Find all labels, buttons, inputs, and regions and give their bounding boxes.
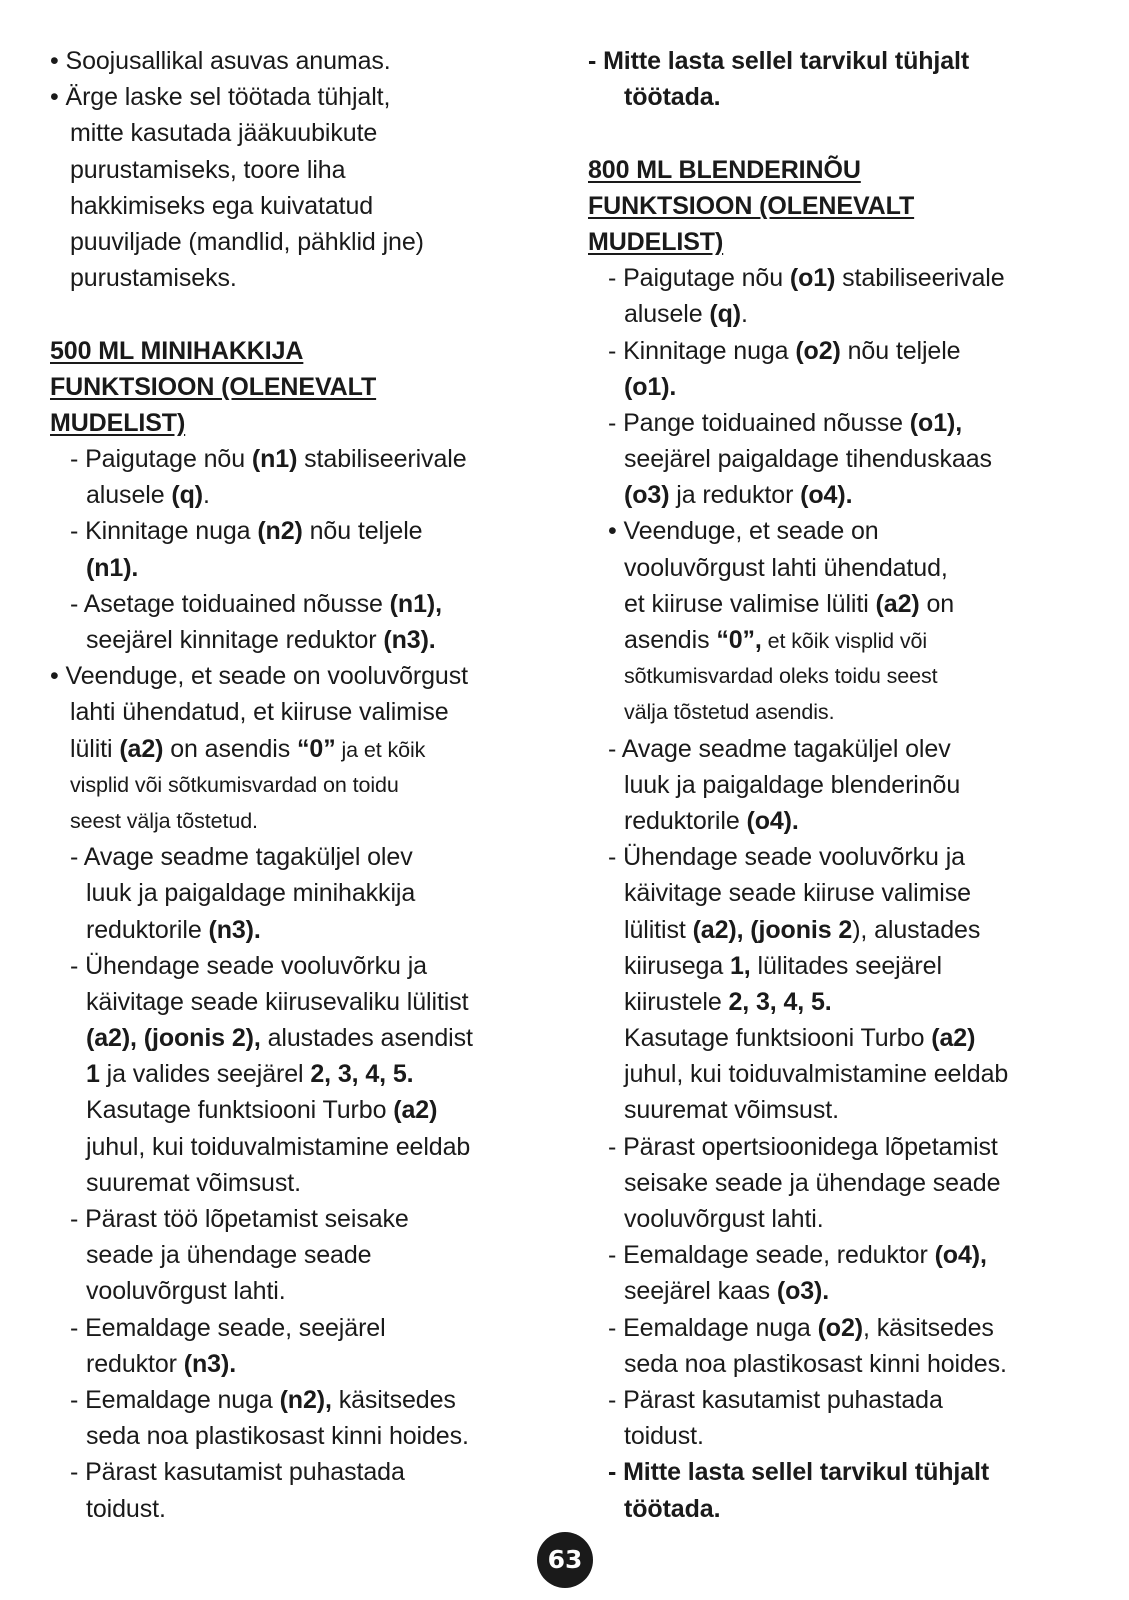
text-segment: purustamiseks, toore liha xyxy=(70,155,346,184)
section-heading xyxy=(50,333,550,369)
text-segment: - Eemaldage seade, seejärel xyxy=(70,1313,386,1342)
text-segment: Kasutage funktsiooni Turbo xyxy=(86,1096,394,1125)
text-line xyxy=(588,260,1108,296)
bold-reference: (o1) xyxy=(789,264,836,293)
text-segment: käivitage seade kiirusevaliku lülitist xyxy=(86,987,469,1016)
text-line xyxy=(588,1382,1108,1418)
text-line xyxy=(588,369,1108,405)
text-line xyxy=(50,441,550,477)
section-heading xyxy=(588,152,1108,188)
bold-reference: (n1). xyxy=(86,553,139,582)
text-segment: - Avage seadme tagaküljel olev xyxy=(70,843,413,872)
text-segment: • Veenduge, et seade on vooluvõrgust xyxy=(50,662,468,691)
text-line xyxy=(588,43,1108,79)
text-segment: - Paigutage nõu xyxy=(70,445,252,474)
text-line xyxy=(50,1165,550,1201)
text-line xyxy=(50,513,550,549)
text-line xyxy=(588,984,1108,1020)
text-segment: - Pärast kasutamist puhastada xyxy=(608,1385,943,1414)
text-line xyxy=(50,1273,550,1309)
text-segment: et kõik visplid või xyxy=(761,629,928,653)
text-segment: - Ühendage seade vooluvõrku ja xyxy=(608,843,965,872)
text-segment: ja et kõik xyxy=(335,737,426,762)
text-line xyxy=(50,477,550,513)
text-segment: sõtkumisvardad oleks toidu seest xyxy=(624,664,938,689)
text-segment: seest välja tõstetud. xyxy=(70,808,258,833)
text-segment: luuk ja paigaldage blenderinõu xyxy=(624,770,961,799)
text-line xyxy=(588,1346,1108,1382)
text-line xyxy=(50,948,550,984)
text-line xyxy=(588,1273,1108,1309)
text-segment: - Pärast kasutamist puhastada xyxy=(70,1458,405,1487)
text-segment: toidust. xyxy=(86,1494,166,1523)
text-line xyxy=(588,333,1108,369)
text-segment: luuk ja paigaldage minihakkija xyxy=(86,879,416,908)
text-segment: seda noa plastikosast kinni hoides. xyxy=(624,1349,1007,1378)
text-line xyxy=(50,550,550,586)
text-segment: suuremat võimsust. xyxy=(624,1096,839,1125)
text-segment: alusele xyxy=(86,481,172,510)
text-line xyxy=(588,1310,1108,1346)
text-segment: et kiiruse valimise lüliti xyxy=(624,589,876,618)
text-segment: MUDELIST) xyxy=(50,408,186,437)
text-segment: kiirustele xyxy=(624,987,729,1016)
bold-reference: (o1). xyxy=(624,372,677,401)
text-segment: hakkimiseks ega kuivatatud xyxy=(70,191,374,220)
bold-reference: (o3). xyxy=(776,1277,830,1306)
bold-reference: (o4). xyxy=(800,481,853,510)
left-column xyxy=(50,43,550,1527)
text-line xyxy=(588,79,1108,115)
text-line xyxy=(588,658,1108,694)
text-segment: - Kinnitage nuga xyxy=(70,517,258,546)
section-heading xyxy=(50,369,550,405)
text-segment: reduktorile xyxy=(86,915,209,944)
text-line xyxy=(588,948,1108,984)
bold-reference: (o4), xyxy=(934,1241,987,1270)
text-segment: lahti ühendatud, et kiiruse valimise xyxy=(70,698,449,727)
right-column xyxy=(588,43,1108,1527)
text-line xyxy=(50,984,550,1020)
spacer xyxy=(588,115,1108,151)
bold-reference: (o3) xyxy=(624,481,670,510)
bold-reference: 1 xyxy=(86,1060,100,1089)
text-segment: lülitist xyxy=(624,915,693,944)
bold-reference: 2, 3, 4, 5. xyxy=(310,1060,414,1089)
section-heading xyxy=(50,405,550,441)
text-line xyxy=(588,1201,1108,1237)
text-line xyxy=(588,803,1108,839)
text-line xyxy=(588,1092,1108,1128)
text-segment: vooluvõrgust lahti. xyxy=(624,1205,824,1233)
text-line xyxy=(50,1454,550,1490)
text-line xyxy=(588,1491,1108,1527)
text-segment: MUDELIST) xyxy=(588,227,724,256)
text-line xyxy=(588,405,1108,441)
text-line xyxy=(50,767,550,803)
text-segment: kiirusega xyxy=(624,951,730,980)
text-line xyxy=(588,1020,1108,1056)
text-segment: - Eemaldage nuga xyxy=(608,1313,818,1342)
text-line xyxy=(50,1056,550,1092)
text-segment: välja tõstetud asendis. xyxy=(624,700,835,725)
text-line xyxy=(588,839,1108,875)
text-segment: ), alustades xyxy=(852,915,981,944)
section-heading xyxy=(588,188,1108,224)
text-line xyxy=(50,803,550,839)
text-segment: FUNKTSIOON (OLENEVALT xyxy=(50,372,377,401)
text-line xyxy=(588,622,1108,658)
text-segment: stabiliseerivale xyxy=(297,445,467,474)
text-segment: , käsitsedes xyxy=(863,1313,994,1342)
bold-reference: (n2), xyxy=(279,1385,332,1414)
bold-reference: 2, 3, 4, 5. xyxy=(728,987,832,1016)
bold-reference: (a2) xyxy=(393,1096,438,1125)
text-line xyxy=(588,731,1108,767)
text-segment: • Soojusallikal asuvas anumas. xyxy=(50,47,391,75)
text-segment: - Pärast opertsioonidega lõpetamist xyxy=(608,1132,998,1161)
text-segment: seejärel kinnitage reduktor xyxy=(86,626,384,654)
text-segment: seejärel kaas xyxy=(624,1277,777,1306)
bold-reference: (a2) xyxy=(119,734,164,763)
bold-reference: (q) xyxy=(709,300,741,329)
bold-reference: “0”, xyxy=(716,626,762,654)
text-segment: käivitage seade kiiruse valimise xyxy=(624,879,971,908)
text-line xyxy=(50,79,550,115)
bold-reference: (n2) xyxy=(257,517,303,546)
text-line xyxy=(50,694,550,730)
text-segment: nõu teljele xyxy=(302,517,423,546)
bold-reference: (n1), xyxy=(389,589,442,618)
text-line xyxy=(50,1201,550,1237)
text-line xyxy=(50,1020,550,1056)
text-line xyxy=(50,152,550,188)
bold-reference: (a2) xyxy=(931,1024,976,1053)
text-line xyxy=(588,477,1108,513)
bold-reference: (o2) xyxy=(795,336,841,365)
text-line xyxy=(50,912,550,948)
bold-reference: “0” xyxy=(297,734,336,763)
text-segment: - Asetage toiduained nõusse xyxy=(70,589,390,618)
text-segment: alustades asendist xyxy=(260,1024,473,1053)
text-segment: puuviljade (mandlid, pähklid jne) xyxy=(70,227,424,256)
text-line xyxy=(50,875,550,911)
bold-reference: (n3). xyxy=(208,915,261,944)
text-segment: Kasutage funktsiooni Turbo xyxy=(624,1024,932,1053)
text-line xyxy=(588,767,1108,803)
text-line xyxy=(588,1237,1108,1273)
text-segment: reduktorile xyxy=(624,806,747,835)
text-segment: - Avage seadme tagaküljel olev xyxy=(608,734,951,763)
text-line xyxy=(588,513,1108,549)
bold-reference: 1, xyxy=(730,951,751,980)
text-line xyxy=(50,1310,550,1346)
section-heading xyxy=(588,224,1108,260)
text-line xyxy=(588,1056,1108,1092)
bold-reference: (a2), (joonis 2), xyxy=(86,1024,261,1053)
text-segment: FUNKTSIOON (OLENEVALT xyxy=(588,191,915,220)
text-segment: 500 ML MINIHAKKIJA xyxy=(50,336,304,365)
text-segment: seisake seade ja ühendage seade xyxy=(624,1168,1001,1197)
text-segment: toidust. xyxy=(624,1422,704,1451)
bold-reference: (a2), (joonis 2 xyxy=(692,915,853,944)
text-segment: on xyxy=(919,589,955,618)
text-line xyxy=(50,1237,550,1273)
page-number-badge: 63 xyxy=(537,1532,593,1588)
text-segment: stabiliseerivale xyxy=(835,264,1005,293)
text-line xyxy=(50,586,550,622)
text-line xyxy=(588,1165,1108,1201)
text-segment: asendis xyxy=(624,626,717,654)
bold-reference: töötada. xyxy=(624,83,721,112)
bold-reference: töötada. xyxy=(624,1494,721,1523)
bold-reference: (q) xyxy=(171,481,203,510)
text-line xyxy=(50,43,550,79)
text-segment: - Eemaldage seade, reduktor xyxy=(608,1241,935,1270)
bold-reference: (a2) xyxy=(875,589,920,618)
text-segment: - Pärast töö lõpetamist seisake xyxy=(70,1205,409,1233)
text-segment: alusele xyxy=(624,300,710,329)
text-segment: - Eemaldage nuga xyxy=(70,1385,280,1414)
text-line xyxy=(50,1418,550,1454)
text-segment: . xyxy=(741,300,748,329)
text-line xyxy=(50,658,550,694)
text-line xyxy=(588,694,1108,730)
text-segment: juhul, kui toiduvalmistamine eeldab xyxy=(86,1132,471,1161)
text-line xyxy=(50,1092,550,1128)
text-line xyxy=(588,1454,1108,1490)
bold-reference: - Mitte lasta sellel tarvikul tühjalt xyxy=(608,1458,990,1487)
text-segment: seejärel paigaldage tihenduskaas xyxy=(624,445,992,474)
text-line xyxy=(588,912,1108,948)
text-line xyxy=(588,586,1108,622)
text-segment: reduktor xyxy=(86,1349,184,1378)
text-segment: on asendis xyxy=(163,734,297,763)
text-line xyxy=(50,1382,550,1418)
text-line xyxy=(50,1346,550,1382)
text-segment: • Veenduge, et seade on xyxy=(608,517,879,546)
text-segment: - Kinnitage nuga xyxy=(608,336,796,365)
text-segment: vooluvõrgust lahti. xyxy=(86,1277,286,1306)
bold-reference: (n3). xyxy=(383,626,436,654)
text-segment: - Pange toiduained nõusse xyxy=(608,408,910,437)
text-line xyxy=(588,296,1108,332)
text-line xyxy=(588,1129,1108,1165)
spacer xyxy=(50,296,550,332)
text-segment: 800 ML BLENDERINÕU xyxy=(588,155,861,184)
text-line xyxy=(50,622,550,658)
text-segment: ja reduktor xyxy=(669,481,801,510)
text-segment: lüliti xyxy=(70,734,120,763)
text-line xyxy=(50,731,550,767)
bold-reference: (o1), xyxy=(909,408,963,437)
text-segment: vooluvõrgust lahti ühendatud, xyxy=(624,553,948,582)
text-segment: juhul, kui toiduvalmistamine eeldab xyxy=(624,1060,1009,1089)
text-segment: nõu teljele xyxy=(840,336,961,365)
text-line xyxy=(50,260,550,296)
text-line xyxy=(588,550,1108,586)
bold-reference: (n1) xyxy=(251,445,298,474)
text-line xyxy=(50,224,550,260)
text-segment: . xyxy=(203,481,210,510)
text-line xyxy=(588,441,1108,477)
text-segment: seda noa plastikosast kinni hoides. xyxy=(86,1422,469,1451)
text-line xyxy=(50,1129,550,1165)
text-segment: käsitsedes xyxy=(331,1385,456,1414)
text-segment: visplid või sõtkumisvardad on toidu xyxy=(70,772,399,797)
bold-reference: - Mitte lasta sellel tarvikul tühjalt xyxy=(588,47,970,75)
text-segment: • Ärge laske sel töötada tühjalt, xyxy=(50,83,391,112)
text-segment: mitte kasutada jääkuubikute xyxy=(70,119,378,148)
bold-reference: (o4). xyxy=(746,806,799,835)
text-line xyxy=(588,1418,1108,1454)
text-segment: suuremat võimsust. xyxy=(86,1168,301,1197)
bold-reference: (o2) xyxy=(817,1313,863,1342)
text-line xyxy=(588,875,1108,911)
text-segment: ja valides seejärel xyxy=(99,1060,311,1089)
text-segment: - Ühendage seade vooluvõrku ja xyxy=(70,951,427,980)
text-line xyxy=(50,115,550,151)
text-segment: lülitades seejärel xyxy=(750,951,942,980)
text-line xyxy=(50,188,550,224)
text-segment: seade ja ühendage seade xyxy=(86,1241,372,1270)
text-line xyxy=(50,1491,550,1527)
bold-reference: (n3). xyxy=(183,1349,237,1378)
text-segment: purustamiseks. xyxy=(70,264,237,293)
text-line xyxy=(50,839,550,875)
text-segment: - Paigutage nõu xyxy=(608,264,790,293)
